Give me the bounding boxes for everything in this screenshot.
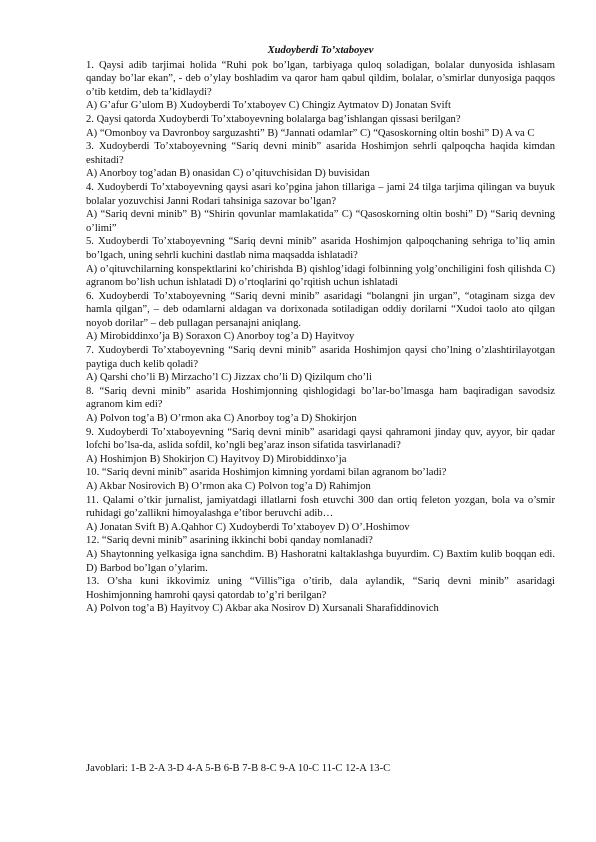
question-text: 6. Xudoyberdi To’xtaboyevning “Sariq devni minib” asaridagi “bolangni jin urgan”, “otaginam sizga dev hamla qilgan”, – deb odamlarni aldagan va dorixonada sotiladigan oddiy dorilarni “Xudoi taolo ato qilgan noyob dorilar” – deb pullagan persanajni aniqlang. [86,290,555,329]
question-text: 9. Xudoyberdi To’xtaboyevning “Sariq devni minib” asaridagi qaysi qahramoni jinday quv, ayyor, bir qadar lofchi bo’lsa-da, aslida sofdil, ko’ngli beg’araz inson sifatida tasvirlanadi? [86,426,555,452]
question-text: 3. Xudoyberdi To’xtaboyevning “Sariq devni minib” asarida Hoshimjon sehrli qalpoqcha haqida kimdan eshitadi? [86,141,555,166]
question-11 [86,494,555,535]
question-8 [86,385,555,426]
answer-options: A) Qarshi cho’li B) Mirzacho’l C) Jizzax cho’li D) Qizilqum cho’li [86,372,372,384]
answer-options: A) Polvon tog’a B) O’rmon aka C) Anorboy tog’a D) Shokirjon [86,413,357,425]
question-text: 8. “Sariq devni minib” asarida Hoshimjonning qishlogidagi bo’lar-bo’lmasga ham baqiradigan savodsiz agranom kim edi? [86,385,555,411]
question-10 [86,466,555,493]
answer-options: A) o’qituvchilarning konspektlarini ko’chirishda B) qishlog’idagi folbinning yolg’onchiligini fosh qilishda C) agranom bo’lish uchun ishlatadi D) o’rtoqlarini qo’rqitish uchun ishlatadi [86,263,555,289]
answer-options: A) Jonatan Svift B) A.Qahhor C) Xudoyberdi To’xtaboyev D) O’.Hoshimov [86,521,410,533]
document-page [86,44,555,616]
question-text: 5. Xudoyberdi To’xtaboyevning “Sariq devni minib” asarida Hoshimjon qalpoqchaning sehriga to’liq amin bo’lgach, uning sehrli kuchini dastlab nima maqsadda ishlatadi? [86,236,555,261]
question-3 [86,140,555,181]
document-title: Xudoyberdi To’xtaboyev [267,45,374,56]
answer-options: A) Hoshimjon B) Shokirjon C) Hayitvoy D) Mirobiddinxo’ja [86,453,347,465]
question-1 [86,59,555,113]
answer-options: A) “Omonboy va Davronboy sarguzashti” B) “Jannati odamlar” C) “Qasoskorning oltin boshi” D) A va C [86,127,535,139]
question-text: 7. Xudoyberdi To’xtaboyevning “Sariq devni minib” asarida Hoshimjon qaysi cho’lning o’zlashtirilayotgan paytiga duch kelib qoladi? [86,345,555,370]
answer-options: A) Mirobiddinxo’ja B) Soraxon C) Anorboy tog’a D) Hayitvoy [86,331,355,343]
question-5 [86,235,555,289]
question-text: 2. Qaysi qatorda Xudoyberdi To’xtaboyevning bolalarga bag’ishlangan qissasi berilgan? [86,113,461,125]
question-text: 10. “Sariq devni minib” asarida Hoshimjon kimning yordami bilan agranom bo’ladi? [86,467,447,479]
question-text: 12. “Sariq devni minib” asarining ikkinchi bobi qanday nomlanadi? [86,535,373,547]
question-text: 11. Qalami o’tkir jurnalist, jamiyatdagi illatlarni fosh etuvchi 300 dan ortiq feleton yozgan, bola va o’smir ruhidagi go’zallikni himoyalashga e’tibor beruvchi adib… [86,494,555,520]
question-text: 13. O’sha kuni ikkovimiz uning “Villis”iga o’tirib, dala aylandik, “Sariq devni minib” asaridagi Hoshimjonning hamrohi qaysi qatordab to’g’ri berilgan? [86,576,555,601]
answer-options: A) G’afur G’ulom B) Xudoyberdi To’xtaboyev C) Chingiz Aytmatov D) Jonatan Svift [86,100,451,112]
answer-options: A) Anorboy tog’adan B) onasidan C) o’qituvchisidan D) buvisidan [86,168,370,180]
answer-options: A) Polvon tog’a B) Hayitvoy C) Akbar aka Nosirov D) Xursanali Sharafiddinovich [86,603,439,615]
question-4 [86,181,555,235]
question-7 [86,344,555,385]
question-6 [86,290,555,344]
question-text: 1. Qaysi adib tarjimai holida “Ruhi pok bo’lgan, tarbiyaga quloq soladigan, bolalar dunyosida ishlasam qanday bo’lar ekan”, - deb o’ylay boshladim va qaror ham qabul qildim, bolalar, o’smirlar dunyosiga paqqos o’tib ketdim, deb ta’kidlaydi? [86,59,555,98]
answer-options: A) Shaytonning yelkasiga igna sanchdim. B) Hashoratni kaltaklashga buyurdim. C) Baxtim kulib boqqan edi. D) Barbod bo’lgan o’ylarim. [86,548,555,574]
question-13 [86,575,555,616]
question-9 [86,426,555,467]
question-2 [86,113,555,140]
question-text: 4. Xudoyberdi To’xtaboyevning qaysi asari ko’pgina jahon tillariga – jami 24 tilga tarjima qilingan va buyuk bolalar yozuvchisi Janni Rodari tahsiniga sazovar bo’lgan? [86,181,555,207]
question-12 [86,534,555,575]
answer-key: Javoblari: 1-B 2-A 3-D 4-A 5-B 6-B 7-B 8-C 9-A 10-C 11-C 12-A 13-C [86,763,391,774]
answer-options: A) “Sariq devni minib” B) “Shirin qovunlar mamlakatida” C) “Qasoskorning oltin boshi” D) “Sariq devning o’limi” [86,209,555,234]
answer-options: A) Akbar Nosirovich B) O’rmon aka C) Polvon tog’a D) Rahimjon [86,481,371,492]
